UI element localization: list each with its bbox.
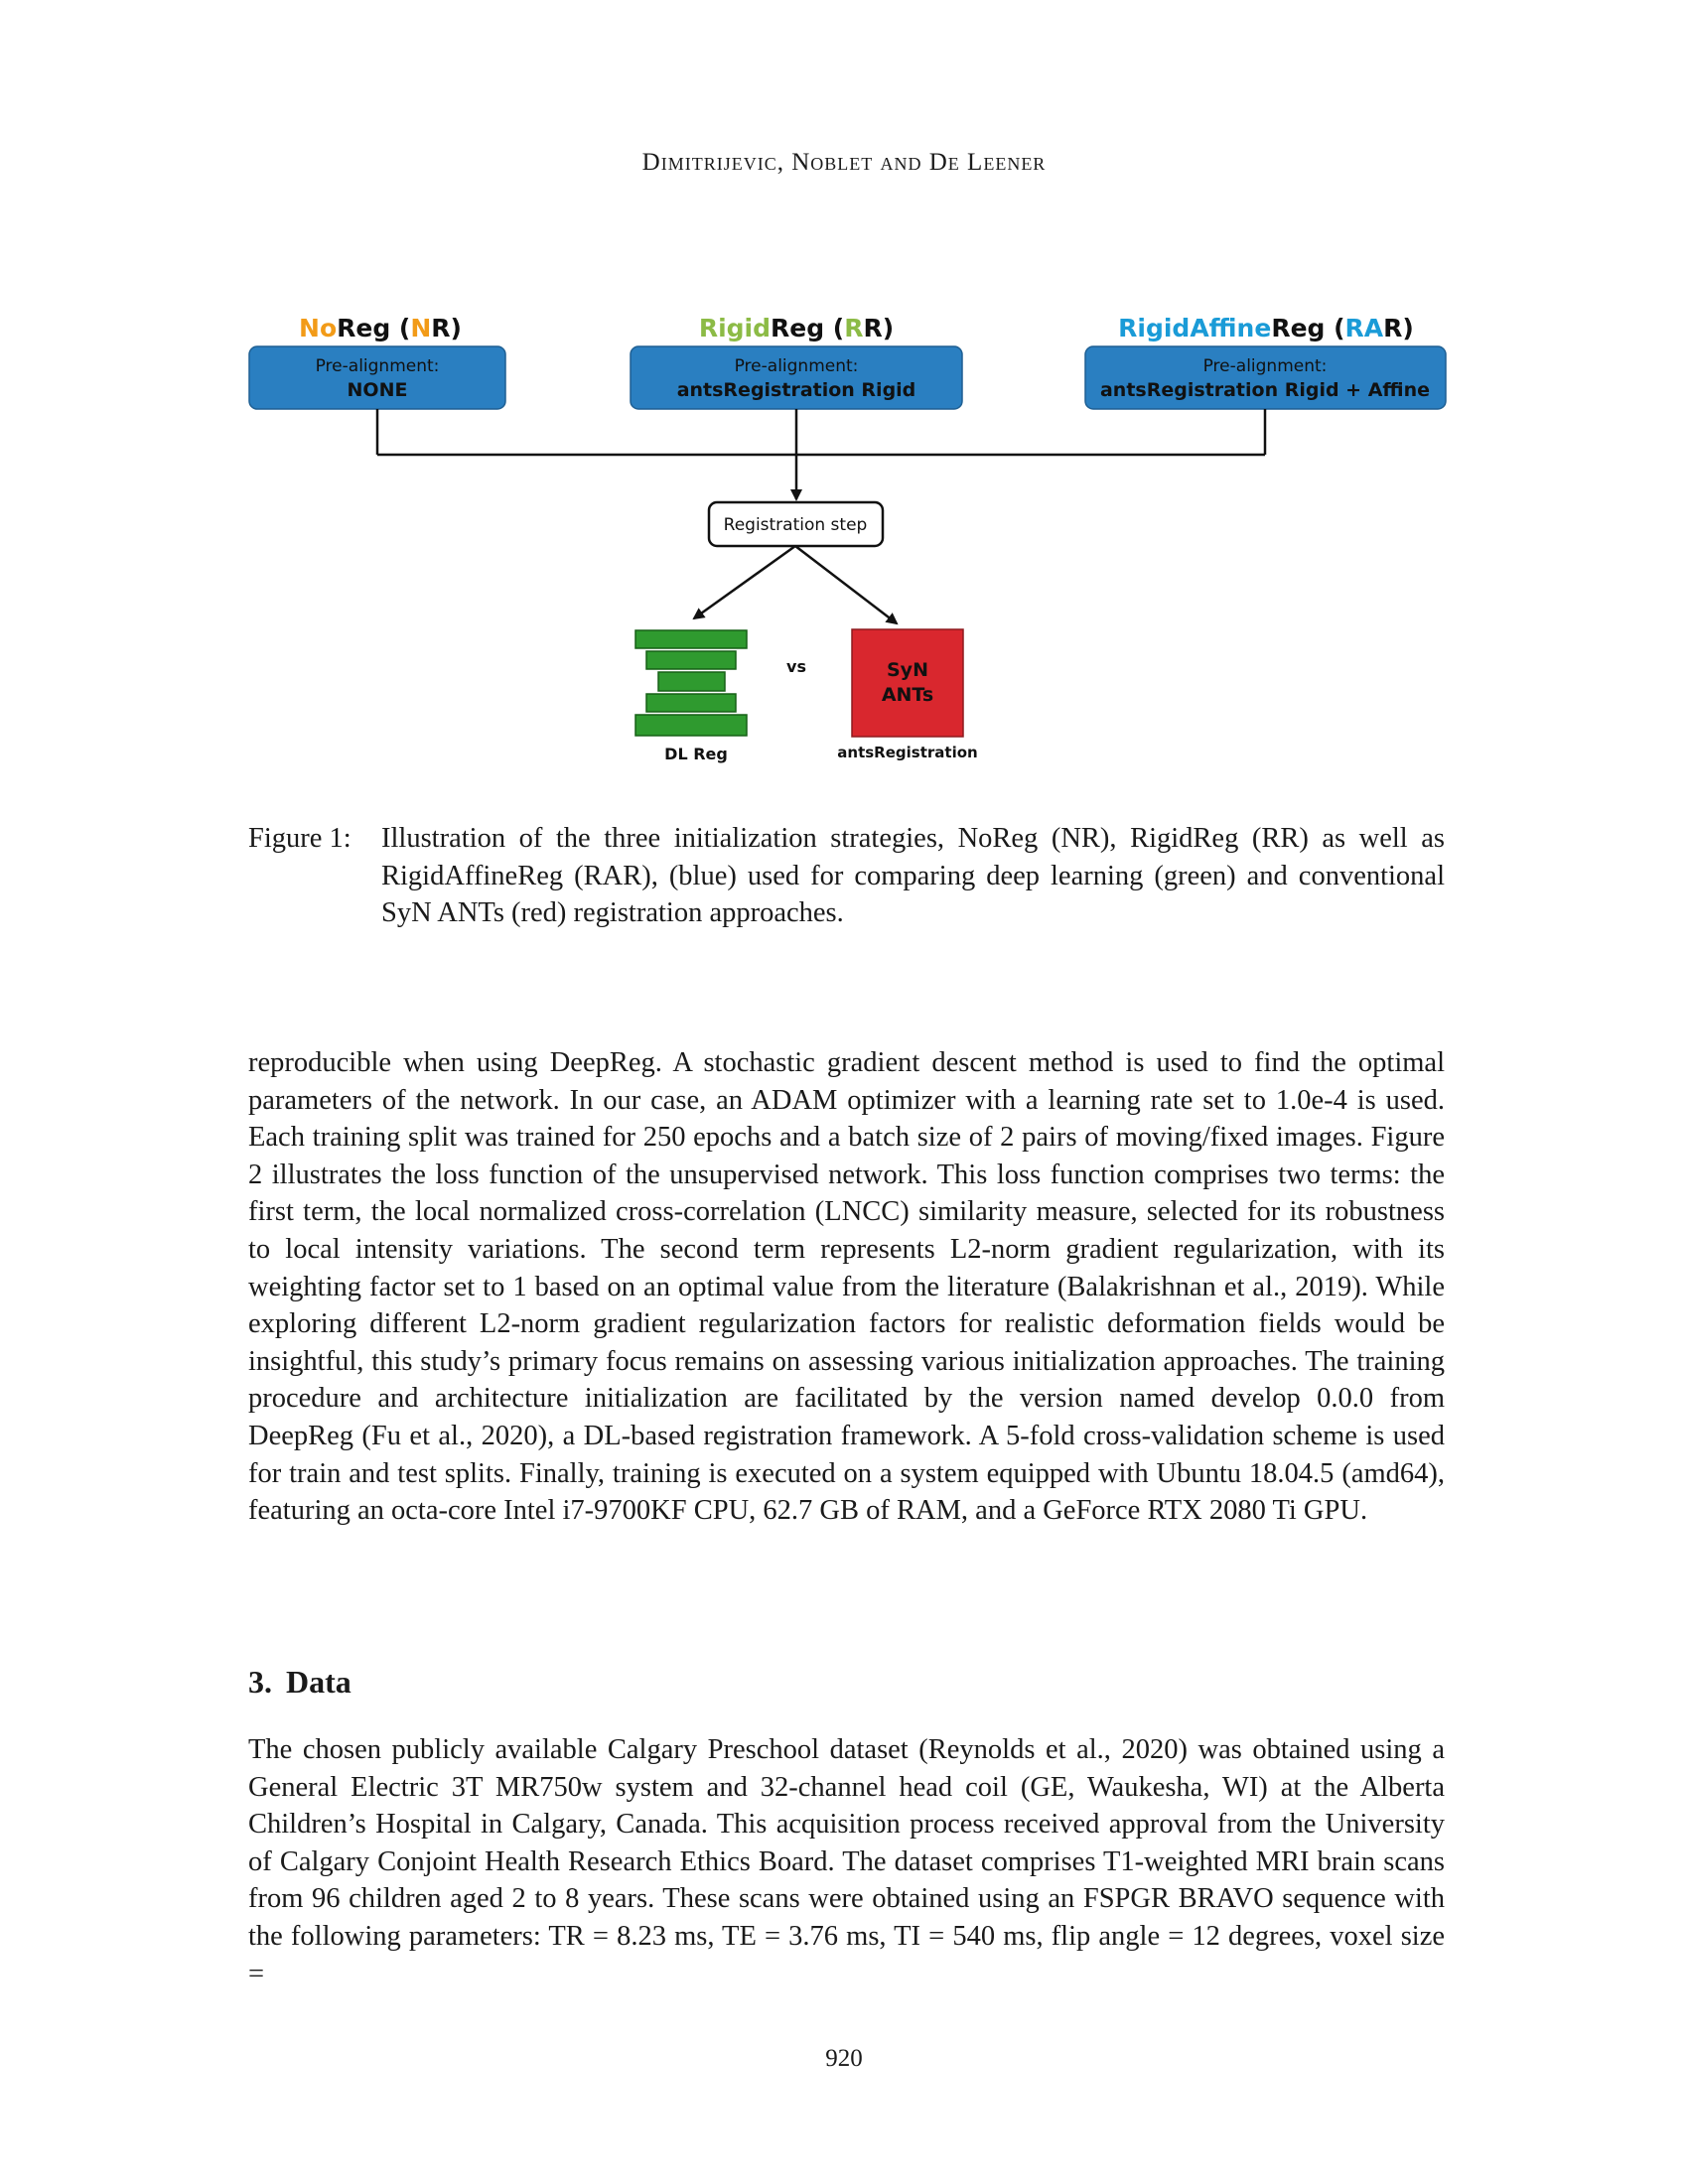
strategy-title-mid: Reg ( [771, 314, 845, 342]
strategy-title-prefix: No [299, 314, 338, 342]
strategy-title-noreg [299, 314, 462, 342]
section-heading [248, 1664, 352, 1701]
figure-caption [248, 820, 1445, 932]
prealignment-method: NONE [347, 379, 408, 401]
strategy-title-rigidreg [699, 314, 894, 342]
registration-diagram [0, 0, 1688, 794]
strategy-title-suffix: R) [1383, 314, 1414, 342]
vs-label: vs [786, 657, 806, 676]
caption-text: Illustration of the three initialization strategies, NoReg (NR), RigidReg (RR) as well as RigidAffineReg (RAR), (blue) used for comparing deep learning (green) and conventional SyN ANTs (red) registration approaches. [381, 823, 1445, 928]
prealignment-label: Pre-alignment: [1202, 356, 1328, 376]
strategy-title-suffix: R) [431, 314, 462, 342]
strategy-title-prefix: RigidAffine [1118, 314, 1272, 342]
strategy-title-mid: Reg ( [337, 314, 411, 342]
prealignment-label: Pre-alignment: [315, 356, 440, 376]
prealignment-method: antsRegistration Rigid [676, 379, 916, 401]
syn-ants-box [852, 629, 963, 737]
strategy-title-letter: R [844, 314, 864, 342]
strategy-title-mid: Reg ( [1271, 314, 1345, 342]
strategy-title-prefix: Rigid [698, 314, 771, 342]
prealignment-label: Pre-alignment: [734, 356, 859, 376]
page-number: 920 [825, 2045, 863, 2072]
paragraph-training: reproducible when using DeepReg. A stochastic gradient descent method is used to find the optimal parameters of the network. In our case, an ADAM optimizer with a learning rate set to 1.0e-4 is used. Each training split was trained for 250 epochs and a batch size of 2 pairs of moving/fixed images. Figure 2 illustrates the loss function of the unsupervised network. This loss function comprises two terms: the first term, the local normalized cross-correlation (LNCC) similarity measure, selected for its robustness to local intensity variations. The second term represents L2-norm gradient regularization, with its weighting factor set to 1 based on an optimal value from the literature (Balakrishnan et al., 2019). While exploring different L2-norm gradient regularization factors for realistic deformation fields would be insightful, this study’s primary focus remains on assessing various initialization approaches. The training procedure and architecture initialization are facilitated by the version named develop 0.0.0 from DeepReg (Fu et al., 2020), a DL-based registration framework. A 5-fold cross-validation scheme is used for train and test splits. Finally, training is executed on a system equipped with Ubuntu 18.04.5 (amd64), featuring an octa-core Intel i7-9700KF CPU, 62.7 GB of RAM, and a GeForce RTX 2080 Ti GPU. [248, 1047, 1445, 1527]
figure-1 [0, 0, 1688, 794]
dl-reg-label: DL Reg [664, 745, 728, 763]
ants-registration-label: antsRegistration [837, 744, 978, 761]
paragraph-data: The chosen publicly available Calgary Preschool dataset (Reynolds et al., 2020) was obtained using a General Electric 3T MR750w system and 32-channel head coil (GE, Waukesha, WI) at the Alberta Children’s Hospital in Calgary, Canada. This acquisition process received approval from the University of Calgary Conjoint Health Research Ethics Board. The dataset comprises T1-weighted MRI brain scans from 96 children aged 2 to 8 years. These scans were obtained using an FSPGR BRAVO sequence with the following parameters: TR = 8.23 ms, TE = 3.76 ms, TI = 540 ms, flip angle = 12 degrees, voxel size = [248, 1734, 1445, 1989]
caption-label: Figure 1: [248, 823, 352, 854]
section-title: Data [286, 1664, 352, 1700]
section-number: 3. [248, 1664, 272, 1700]
registration-step-label: Registration step [723, 515, 868, 535]
syn-label: SyN [887, 659, 928, 681]
branch-arrows [694, 546, 897, 623]
strategy-title-rigidaffinereg [1118, 314, 1414, 342]
ants-label: ANTs [881, 684, 934, 706]
running-head: Dimitrijevic, Noblet and De Leener [641, 149, 1047, 176]
strategy-title-letter: N [410, 314, 432, 342]
connector-lines [377, 409, 1265, 499]
strategy-title-suffix: R) [863, 314, 895, 342]
strategy-title-letter: RA [1344, 314, 1384, 342]
dl-network-icon [635, 630, 747, 736]
prealignment-method: antsRegistration Rigid + Affine [1099, 379, 1431, 401]
